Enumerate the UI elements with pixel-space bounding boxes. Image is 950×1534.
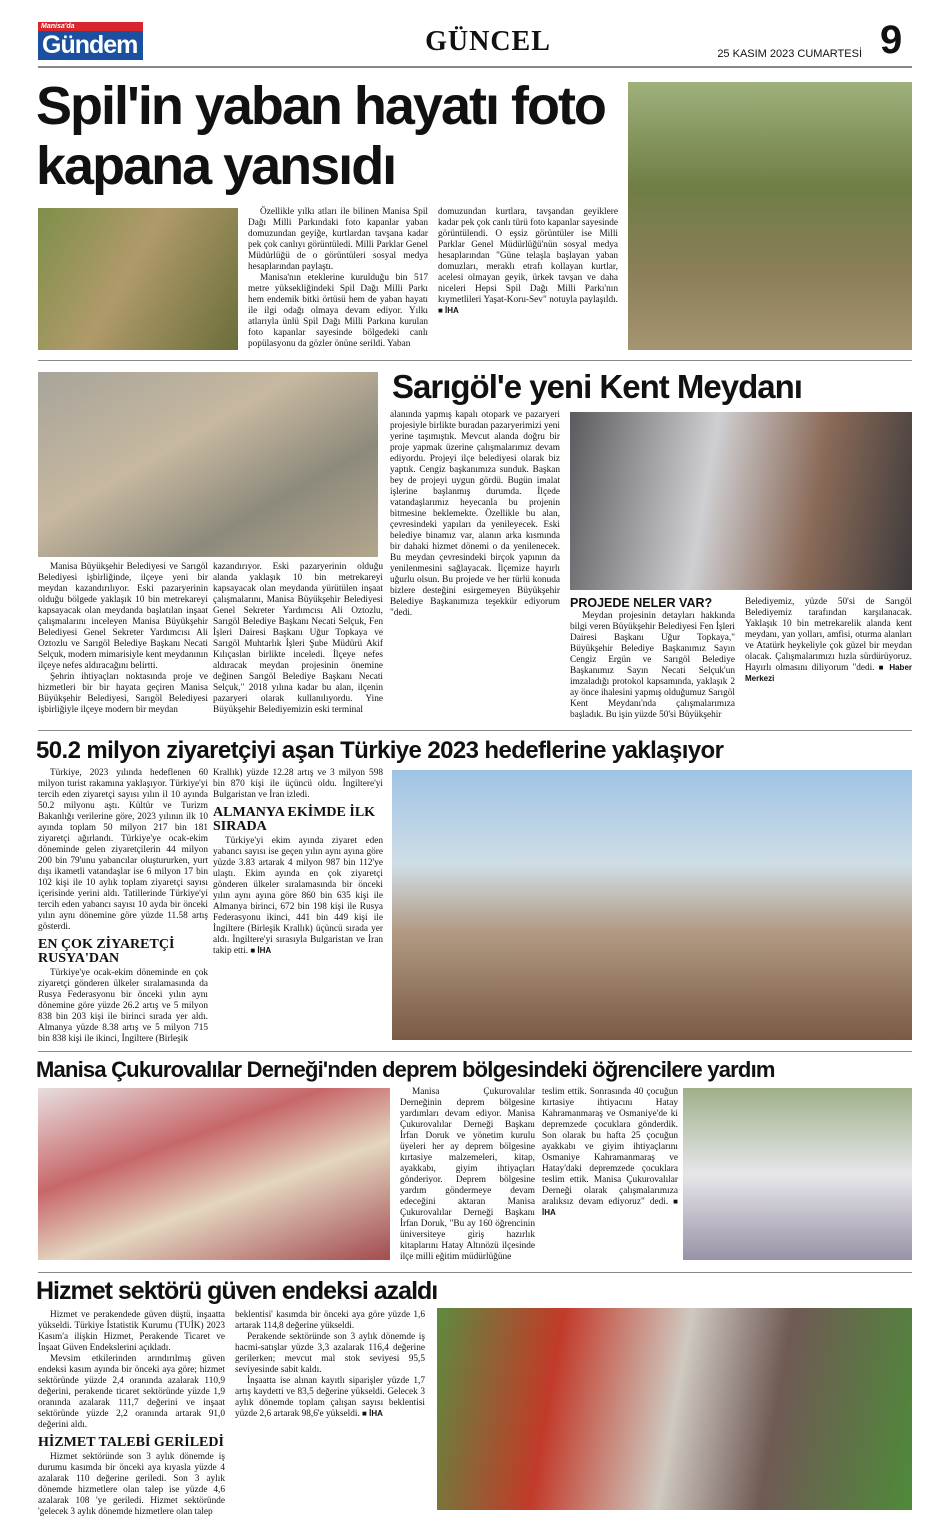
- headline-tourism: 50.2 milyon ziyaretçiyi aşan Türkiye 2023 hedeflerine yaklaşıyor: [36, 737, 724, 764]
- article-column: [38, 562, 208, 722]
- photo-wolves: [628, 82, 912, 350]
- source-credit: ■ İHA: [359, 1409, 383, 1418]
- photo-deer: [38, 208, 238, 350]
- article-column: [570, 611, 735, 723]
- paragraph: Manisa Çukurovalılar Derneğinin deprem bölgesine yardımları devam ediyor. Manisa Çukurovalılar Derneği Başkanı İrfan Doruk ve yönetim kurulu üyeleri her ay deprem bölgesine kırtasiye malzemeleri, kitap, ayakkabı, giyim ihtiyaçları gönderiyor. Deprem bölgesine yardım göndermeye devam edeceğini aktaran Manisa Çukurovalılar Derneği Başkanı İrfan Doruk, "Bu ay 160 öğrencinin üniversiteye giriş hazırlık kitaplarını Hatay Altınözü ilçesinde ilçe milli eğitim müdürlüğüne: [400, 1087, 535, 1262]
- paragraph: Krallık) yüzde 12.28 artış ve 3 milyon 598 bin 870 kişi ile üçüncü oldu. İngiltere'yi Bulgaristan ve İran izledi.: [213, 768, 383, 800]
- subheading: PROJEDE NELER VAR?: [570, 596, 713, 610]
- headline-sarigol: Sarıgöl'e yeni Kent Meydanı: [392, 368, 802, 405]
- paragraph: Perakende sektöründe son 3 aylık dönemde iş hacmi-satışlar yüzde 3,3 azalarak 116,4 değerine gerilerken; mevcut mal stok seviyesi 95,5 seviyesinde sabit kaldı.: [235, 1332, 425, 1375]
- photo-balloons: [392, 770, 912, 1040]
- subheading: ALMANYA EKİMDE İLK SIRADA: [213, 805, 376, 834]
- page-number: 9: [880, 18, 903, 62]
- paragraph: Türkiye, 2023 yılında hedeflenen 60 milyon turist rakamına yaklaşıyor. Türkiye'yi tercih eden ziyaretçi sayısı yılın il 10 ayında 50.2 milyonu aştı. Kültür ve Turizm Bakanlığı verilerine göre, 2023 yılının ilk 10 ayında toplam 50 milyon 217 bin 181 ziyaretçi ağırlandı. Türkiye'ye ocak-ekim döneminde gelen ziyaretçilerin 44 milyon 200 bin 79'unu yabancılar oluştururken, yurt dışı ikametli vatandaşlar ise 6 milyon 17 bin 102 kişi ile 10 aylık toplam ziyaretçi sayısı içerisinde yerini aldı. Tatillerinde Türkiye'yi tercih eden yabancı sayısı 10 ayda bir önceki yılın aynı dönemine göre yüzde 11.58 artış gösterdi.: [38, 768, 208, 932]
- headline-confidence-index: Hizmet sektörü güven endeksi azaldı: [36, 1277, 438, 1305]
- article-column: [213, 562, 383, 722]
- divider: [38, 1051, 912, 1052]
- issue-date: 25 KASIM 2023 CUMARTESİ: [717, 48, 862, 60]
- paragraph: teslim ettik. Sonrasında 40 çocuğun kırtasiye ihtiyacını Hatay Kahramanmaraş ve Osmaniye'de ki depremzede çocuklara gönderdik. Son olarak bu hafta 25 çocuğun ayakkabı ve giyim ihtiyaçlarını Osmaniye Kahramanmaraş ve Hatay'daki depremzede çocuklara teslim ettik. Manisa Çukurovalılar Derneği olarak çalışmalarımıza aralıksız devam ediyoruz" dedi. ■ İHA: [542, 1087, 678, 1217]
- paragraph: Meydan projesinin detayları hakkında bilgi veren Büyükşehir Belediyesi Fen İşleri Dairesi Başkanı Uğur Topkaya," Büyükşehir Belediye Başkanımız Sayın Cengiz Ergün ve Sarıgöl Belediye Başkanımız Sayın Necati Selçuk'un imzaladığı protokol kapsamında, yaklaşık 2 ay önce ihalesini yapmış olduğumuz Sarıgöl Kent Meydanı'nda çalışmalarımıza başladık. Bu işin yüzde 50'si Büyükşehir: [570, 611, 735, 720]
- headline-donation: Manisa Çukurovalılar Derneği'nden deprem bölgesindeki öğrencilere yardım: [36, 1057, 775, 1082]
- paragraph: Türkiye'yi ekim ayında ziyaret eden yabancı sayısı ise geçen yılın aynı ayına göre yüzde 3.83 artarak 4 milyon 987 bin 112'ye ulaştı. Ekim ayında en çok ziyaretçi gönderen ülkeler sıralamasında bir önceki yılın aynı ayına göre 860 bin 635 kişi ile Almanya birinci, 672 bin 198 kişi ile Rusya Federasyonu ikinci, 441 bin 449 kişi ile İngiltere (Birleşik Krallık) üçüncü sırada yer aldı. İngiltere'yi sırasıyla Bulgaristan ve İran takip etti. ■ İHA: [213, 836, 383, 956]
- paragraph: kazandırıyor. Eski pazaryerinin olduğu alanda yaklaşık 10 bin metrekareyi kapsayacak olan meydanda yürütülen inşaat çalışmalarını, Manisa Büyükşehir Belediyesi Genel Sekreter Yardımcısı Ali Oztozlu, Sarıgöl Belediye Başkanı Necati Selçuk, Fen İşleri Dairesi Başkanı Uğur Topkaya ve Sarıgöl Muhtarlık İşleri Şube Müdürü Akif Kılıçaslan birlikte inceledi. İlçeye nefes aldıracak meydan projesinin önemine değinen Sarıgöl Belediye Başkanı Necati Selçuk," 2018 yılına kadar bu alan, ilçenin pazaryeri olarak kullanılıyordu. Yine Büyükşehir Belediyemizin eski terminal: [213, 562, 383, 715]
- paragraph: İnşaatta ise alınan kayıtlı siparişler yüzde 1,7 artış kaydetti ve 83,5 değerine yükseldi. Gelecek 3 aylık dönemde toplam çalışan sayısı beklentisi yüzde 2,6 artarak 98,6'e yükseldi. ■ İHA: [235, 1376, 425, 1419]
- source-credit: ■ İHA: [438, 306, 459, 315]
- article-column: [438, 207, 618, 355]
- photo-market: [437, 1308, 912, 1510]
- paragraph: Manisa'nın eteklerine kurulduğu bin 517 metre yüksekliğindeki Spil Dağı Milli Parkı hem endemik bitki örtüsü hem de yaban hayatı ile ilgi odağı olmaya devam ediyor. Yılkı atlarıyla ünlü Spil Dağı Milli Parkına kurulan foto kapanlar sayesinde bölgedeki canlı popülasyonu da gözler önüne serildi. Yaban: [248, 273, 428, 349]
- divider: [38, 1272, 912, 1273]
- paragraph: domuzundan kurtlara, tavşandan geyiklere kadar pek çok canlı türü foto kapanlar sayesinde görüntülendi. O eşsiz görüntüler ise Milli Parklar Genel Müdürlüğü'nün sosyal medya hesaplarından "Güne telaşla başlayan yaban domuzları, meraklı etrafı kollayan kurtlar, acelesi olmayan geyik, ürkek tavşan ve daha niceleri Hepsi Spil Dağı Milli Parkı'nın kıymetlileri Yaşat-Koru-Sev" notuyla paylaşıldı. ■ İHA: [438, 207, 618, 315]
- paragraph: Türkiye'ye ocak-ekim döneminde en çok ziyaretçi gönderen ülkeler sıralamasında da Rusya Federasyonu bir önceki yılın aynı dönemine göre yüzde 26.2 artış ve 5 milyon 838 bin 203 kişi ile birinci sırada yer aldı. Almanya yüzde 8.38 artış ve 5 milyon 715 bin 838 kişi ile ikinci, İngiltere (Birleşik: [38, 968, 208, 1044]
- paragraph: Belediyemiz, yüzde 50'si de Sarıgöl Belediyemiz tarafından karşılanacak. Yaklaşık 10 bin metrekarelik alanda kent meydanı, yan yolları, amfisi, oturma alanları ve Atatürk heykeliyle çok güzel bir meydan olacak. Çalışmalarımızı hızla sürdürüyoruz. Hayırlı olmasını diliyorum "dedi. ■ Haber Merkezi: [745, 597, 913, 683]
- article-column: [213, 768, 383, 1046]
- article-column: [390, 410, 560, 724]
- article-column: [745, 597, 912, 723]
- headline-spil: Spil'in yaban hayatı foto kapana yansıdı: [36, 76, 605, 196]
- paragraph: Mevsim etkilerinden arındırılmış güven endeksi kasım ayında bir önceki aya göre; hizmet sektöründe yüzde 2,4 oranında azalarak 110,9 değerini, perakende ticaret sektöründe yüzde 1,9 oranında azalarak 111,7 değerini ve inşaat sektöründe yüzde 2,2 oranında artarak 91,0 değerini aldı.: [38, 1354, 225, 1430]
- source-credit: ■ Haber Merkezi: [745, 663, 913, 683]
- newspaper-logo: Manisa'da Gündem: [38, 22, 143, 60]
- article-column: [400, 1087, 535, 1265]
- paragraph: Özellikle yılkı atları ile bilinen Manisa Spil Dağı Milli Parkındaki foto kapanlar yaban domuzundan geyiğe, kurtlardan tavşana kadar pek çok canlıyı görüntüledi. Milli Parklar Genel Müdürlüğü de o görüntüleri sosyal medya hesaplarından paylaştı.: [248, 207, 428, 272]
- paragraph: Hizmet ve perakendede güven düştü, inşaatta yükseldi. Türkiye İstatistik Kurumu (TUİK) 2023 Kasım'a ilişkin Hizmet, Perakende Ticaret ve İnşaat Güven Endekslerini açıkladı.: [38, 1310, 225, 1353]
- subheading: EN ÇOK ZİYARETÇİ RUSYA'DAN: [38, 937, 175, 966]
- photo-school-supplies: [38, 1088, 390, 1260]
- article-column: [235, 1310, 425, 1522]
- photo-officials: [570, 412, 912, 590]
- divider: [38, 360, 912, 361]
- paragraph: beklentisi' kasımda bir önceki aya göre yüzde 1,6 artarak 114,8 değerine yükseldi.: [235, 1310, 425, 1331]
- source-credit: ■ İHA: [542, 1197, 678, 1217]
- subheading: HİZMET TALEBİ GERİLEDİ: [38, 1435, 224, 1450]
- paragraph: Şehrin ihtiyaçları noktasında proje ve hizmetleri bir bir hayata geçiren Manisa Büyükşehir Belediyesi, Sarıgöl Belediyesi işbirliğiyle ilçeye modern bir meydan: [38, 672, 208, 715]
- divider: [38, 730, 912, 731]
- divider: [38, 66, 912, 68]
- paragraph: alanında yapmış kapalı otopark ve pazaryeri projesiyle birlikte buradan pazaryerimizi yeni yerine taşımıştık. Mevcut alanda doğru bir proje yapmak üzerine çalışmalarımız devam ediyordu. Projeyi ilçe belediyesi olarak biz yaptık. Cengiz başkanımıza sunduk. Başkan bey de projeyi uygun gördü. Bugün imalat işlerine başlanmış durumda. İlçede vatandaşlarımız heyecanla bu projenin bitmesine beklemekte. Özellikle bu alan, çevresindeki yapıları da yenileyecek. Eski belediye binamız var, alanın arka kısmında bir dahaki hizmet dönemi o da yenilenecek. Bu meydan çevresindeki birçok yapının da yenilenmesini sağlayacak. İlçemize hayırlı uğurlu olsun. Bu projede ve her türlü konuda bizlere desteğini esirgemeyen Büyükşehir Belediye Başkanımıza teşekkür ediyorum "dedi.: [390, 410, 560, 618]
- article-column: [542, 1087, 678, 1265]
- paragraph: Manisa Büyükşehir Belediyesi ve Sarıgöl Belediyesi işbirliğinde, ilçeye yeni bir meydan kazandırılıyor. Eski pazaryerinin olduğu bölgede yaklaşık 10 bin metrekareyi kapsayacak olan meydanda başlatılan inşaat çalışmalarını inceleyen Manisa Büyükşehir Belediyesi Genel Sekreter Yardımcısı Ali Oztozlu ve Sarıgöl Belediye Başkanı Necati Selçuk, modern mimarisiyle kent meydanının ilçeye nefes aldıracağını belirtti.: [38, 562, 208, 671]
- photo-children: [683, 1088, 912, 1260]
- photo-aerial-square: [38, 372, 378, 557]
- article-column: [38, 768, 208, 1046]
- section-title: GÜNCEL: [425, 26, 551, 57]
- article-column: [38, 1310, 225, 1522]
- article-column: [248, 207, 428, 355]
- paragraph: Hizmet sektöründe son 3 aylık dönemde iş durumu kasımda bir önceki aya kıyasla yüzde 4 azalarak 110 değerine geriledi. Son 3 aylık dönemde hizmetlere olan talep ise yüzde 4,6 azalarak 108 'ye geriledi. Hizmet sektöründe 'gelecek 3 aylık dönemde hizmetlere olan talep: [38, 1452, 225, 1517]
- source-credit: ■ İHA: [248, 946, 272, 955]
